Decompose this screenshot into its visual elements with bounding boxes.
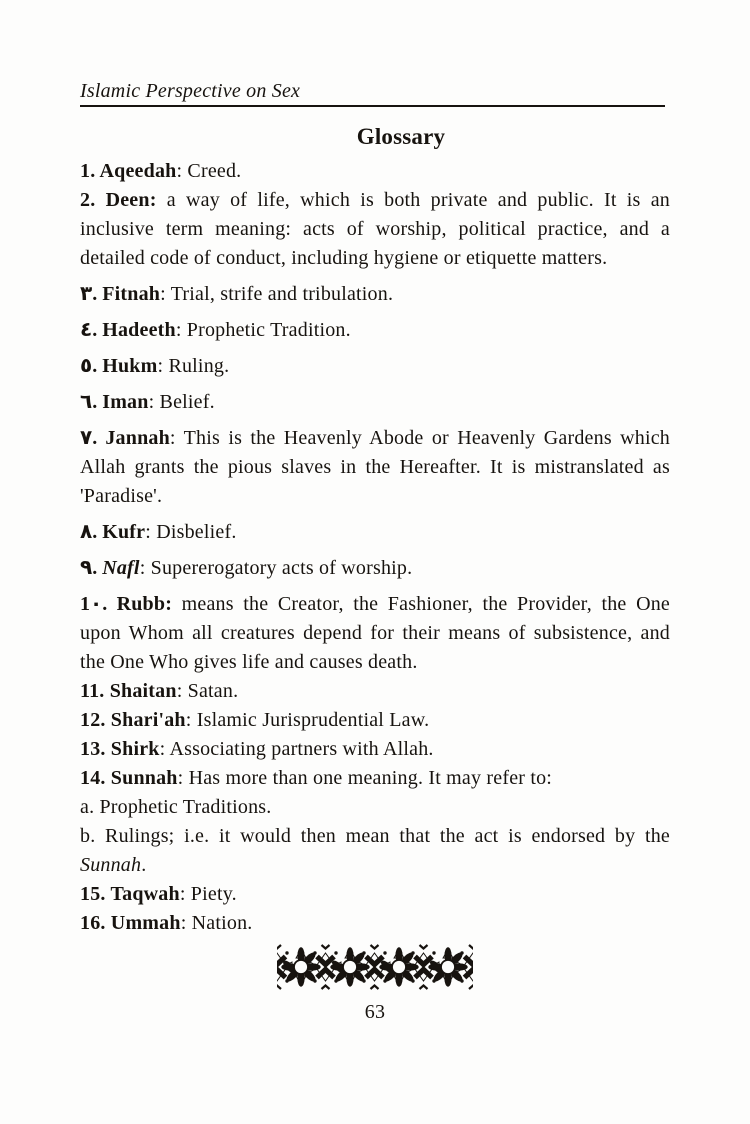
entry-text-segment: 12. Shari'ah: [80, 709, 186, 731]
glossary-entry: [80, 590, 670, 677]
entry-text-segment: b. Rulings; i.e. it would then mean that the act is endorsed by the: [80, 825, 670, 847]
glossary-entry: [80, 388, 670, 417]
entry-text-segment: 11. Shaitan: [80, 680, 177, 702]
entry-text-segment: 2. Deen:: [80, 189, 157, 211]
entry-text-segment: : Prophetic Tradition.: [175, 319, 351, 341]
entry-text-segment: 14. Sunnah: [80, 767, 178, 789]
entry-text-segment: 13. Shirk: [80, 738, 160, 760]
entry-text-segment: ٧. Jannah: [80, 427, 170, 449]
entry-text-segment: : Nation.: [180, 912, 253, 934]
glossary-entry: [80, 706, 670, 735]
glossary-entry: [80, 352, 670, 381]
entry-text-segment: ٨. Kufr: [80, 521, 146, 543]
entry-text-segment: ٩.: [80, 557, 103, 579]
entry-text-segment: .: [141, 854, 147, 876]
glossary-entry: [80, 909, 670, 938]
entry-text-segment: : Islamic Jurisprudential Law.: [185, 709, 430, 731]
glossary-list: [80, 157, 670, 938]
ornament-band: [80, 943, 670, 991]
entry-text-segment: : Trial, strife and tribulation.: [160, 283, 394, 305]
glossary-entry: [80, 424, 670, 511]
glossary-entry: [80, 880, 670, 909]
glossary-entry: [80, 280, 670, 309]
running-header: [80, 80, 665, 107]
entry-text-segment: : Ruling.: [157, 355, 230, 377]
glossary-entry: [80, 735, 670, 764]
page-title: Glossary: [356, 124, 446, 149]
running-header-title: Islamic Perspective on Sex: [80, 80, 301, 102]
glossary-entry: [80, 764, 670, 880]
entry-text-segment: a way of life, which is both private and public. It is an inclusive term meaning: acts of worship, political practice, and a detailed code of conduct, including hygiene or etiquette matters.: [80, 189, 670, 269]
glossary-entry: [80, 554, 670, 583]
entry-text-segment: : Piety.: [179, 883, 237, 905]
entry-text-segment: ٦. Iman: [80, 391, 149, 413]
entry-text-segment: Sunnah: [80, 854, 142, 876]
entry-text-segment: : This is the Heavenly Abode or Heavenly Gardens which Allah grants the pious slaves in the Hereafter. It is mistranslated as 'Paradise'.: [80, 427, 671, 507]
entry-text-segment: 16. Ummah: [80, 912, 181, 934]
islamic-ornament-icon: [277, 943, 473, 991]
entry-text-segment: means the Creator, the Fashioner, the Provider, the One upon Whom all creatures depend for their means of subsistence, and the One Who gives life and causes death.: [80, 593, 670, 673]
glossary-entry: [80, 157, 670, 186]
entry-text-segment: : Disbelief.: [145, 521, 237, 543]
glossary-entry: [80, 677, 670, 706]
entry-text-segment: ٥. Hukm: [80, 355, 158, 377]
entry-text-segment: Nafl: [102, 557, 140, 579]
entry-text-segment: ٣. Fitnah: [80, 283, 161, 305]
entry-text-segment: 1٠. Rubb:: [80, 593, 173, 615]
glossary-entry: [80, 518, 670, 547]
entry-text-segment: : Belief.: [148, 391, 215, 413]
glossary-entry: [80, 316, 670, 345]
entry-text-segment: : Creed.: [176, 160, 242, 182]
entry-text-segment: : Supererogatory acts of worship.: [139, 557, 413, 579]
entry-text-segment: ٤. Hadeeth: [80, 319, 176, 341]
entry-text-segment: a. Prophetic Traditions.: [80, 796, 272, 818]
entry-text-segment: : Has more than one meaning. It may refer to:: [177, 767, 553, 789]
entry-text-segment: : Associating partners with Allah.: [159, 738, 434, 760]
entry-text-segment: 15. Taqwah: [80, 883, 180, 905]
entry-text-segment: 1. Aqeedah: [80, 160, 177, 182]
glossary-entry: [80, 186, 670, 273]
page-number: 63: [364, 1001, 386, 1023]
entry-text-segment: : Satan.: [176, 680, 239, 702]
